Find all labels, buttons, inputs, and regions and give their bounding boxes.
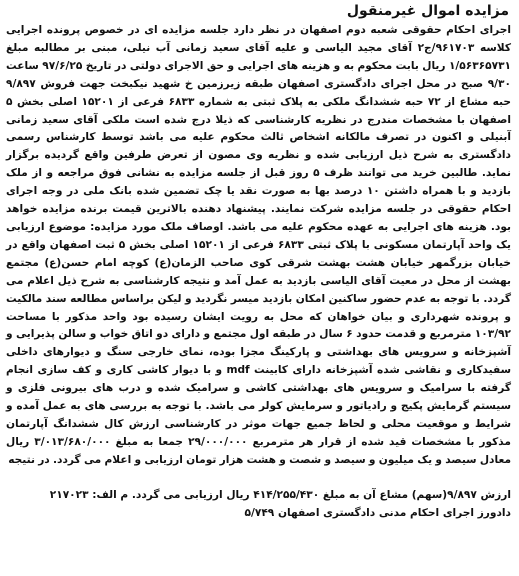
paragraph-gap (6, 470, 511, 486)
notice-footer-signature-line: دادورز اجرای احکام مدنی دادگستری اصفهان ۵/۷۴۹ (244, 506, 511, 519)
notice-title: مزایده اموال غیرمنقول (346, 3, 509, 19)
notice-footer-value-line: ارزش ۹/۸۹۷(سهم) مشاع آن به مبلغ ۴۱۴/۲۵۵/۴۳۰ ریال ارزیابی می گردد. م الف: ۲۱۷۰۲۳ (49, 488, 511, 501)
notice-body: اجرای احکام حقوقی شعبه دوم اصفهان در نظر دارد جلسه مزایده ای در خصوص پرونده اجرایی کلاسه ۹۶۱۷۰۳/ج۲ آقای مجید الیاسی و علیه آقای سعید زمانی آب نیلی، مبنی بر مطالبه مبلغ ۱/۵۶۳۶۵۷۳۱ ریال بابت محکوم به و هزینه های اجرایی و حق الاجرای دولتی در تاریخ ۹۷/۶/۲۵ ساعت ۹/۳۰ صبح در محل اجرای دادگستری اصفهان طبقه زیرزمین خ شهید نیکبخت جهت فروش ۹/۸۹۷ حبه مشاع از ۷۲ حبه ششدانگ ملکی به پلاک ثبتی به شماره ۶۸۳۳ فرعی از ۱۵۲۰۱ اصلی بخش ۵ اصفهان با مشخصات مندرج در نظریه کارشناسی که ذیلا درج شده است ملکی آقای سعید زمانی آبنیلی و اکنون در تصرف مالکانه اشخاص ثالث محکوم علیه می باشد توسط کارشناس رسمی دادگستری به شرح ذیل ارزیابی شده و نظریه وی مصون از تعرض طرفین واقع گردیده برگزار نماید. طالبین خرید می توانند ظرف ۵ روز قبل از جلسه مزایده به نشانی فوق مراجعه و از ملک بازدید و با همراه داشتن ۱۰ درصد بها به صورت نقد یا چک تضمین شده بانک ملی در وجه اجرای احکام حقوقی در جلسه مزایده شرکت نمایند. پیشنهاد دهنده بالاترین قیمت برنده مزایده خواهد بود. هزینه های اجرایی به عهده محکوم علیه می باشد. اوصاف ملک مورد مزایده: موضوع ارزیابی یک واحد آپارتمان مسکونی با پلاک ثبتی ۶۸۳۳ فرعی از ۱۵۲۰۱ اصلی بخش ۵ ثبت اصفهان واقع در خیابان بزرگمهر خیابان هشت بهشت شرقی کوی صاحب الزمان(ع) کوچه امام حسن(ع) مجتمع بهشت از محل در معیت آقای الیاسی بازدید به عمل آمد و نتیجه کارشناسی به شرح ذیل اعلام می گردد. با توجه به عدم حضور ساکنین امکان بازدید میسر نگردید و لیکن براساس مطالعه سند مالکیت و پرونده شهرداری و بیان خواهان که محل به رویت ایشان رسیده بود واحد مذکور با مساحت ۱۰۳/۹۲ مترمربع و قدمت حدود ۶ سال در طبقه اول مجتمع و دارای دو اتاق خواب و سالن پذیرایی و آشپزخانه و سرویس های بهداشتی و پارکینگ مجزا بوده، نمای خارجی سنگ و دیوارهای داخلی سفیدکاری و نقاشی شده آشپزخانه دارای کابینت mdf و با دیوار کاشی کاری و کف سازی انجام گرفته با سرامیک و سرویس های بهداشتی کاشی و سرامیک شده و درب های بیرونی فلزی و سیستم گرمایش پکیج و رادیاتور و سرمایش کولر می باشد. با توجه به بررسی های به عمل آمده و شرایط و موقعیت محلی و لحاظ جمیع جهات موثر در کارشناسی ارزش کال ششدانگ آپارتمان مذکور با مشخصات قید شده از قرار هر مترمربع ۲۹/۰۰۰/۰۰۰ جمعا به مبلغ ۳/۰۱۳/۶۸۰/۰۰۰ ریال معادل سیصد و یک میلیون و سیصد و شصت و هشت هزار تومان ارزیابی و اعلام می گردد. در نتیجه (6, 24, 512, 466)
